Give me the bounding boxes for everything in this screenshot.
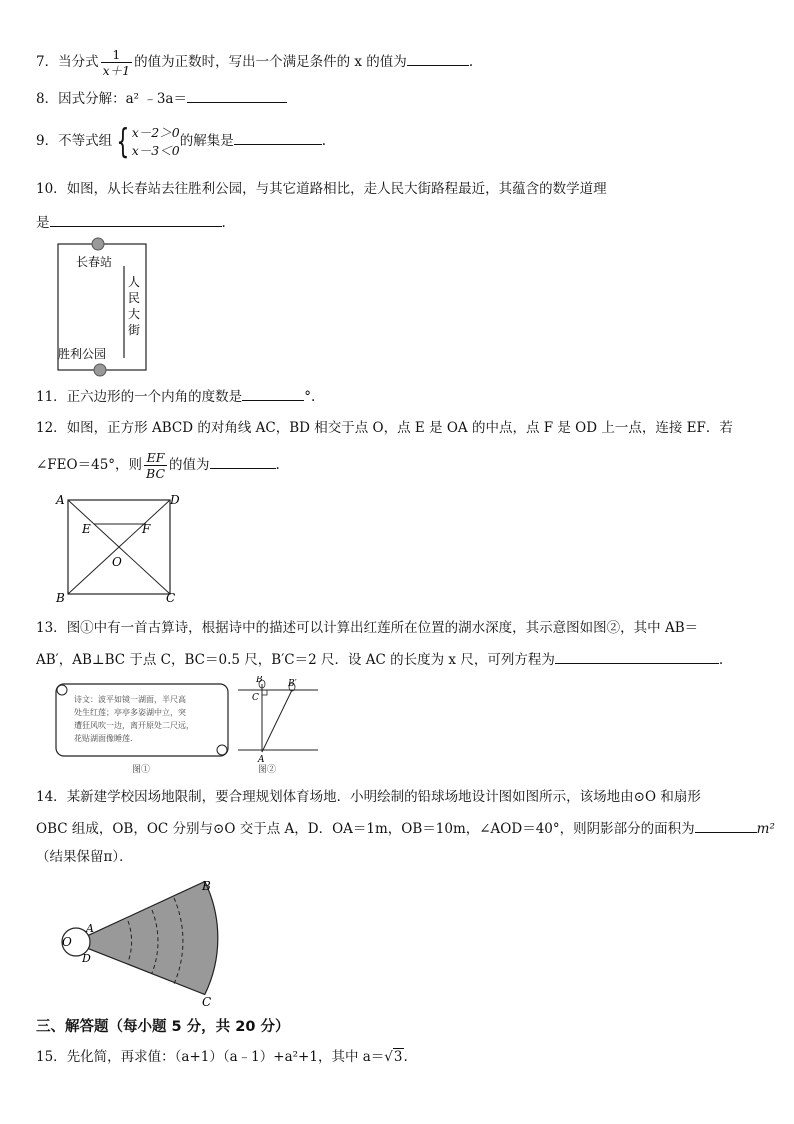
station-marker [92,238,104,250]
svg-text:O: O [112,555,122,569]
svg-text:遭狂风吹一边，离开原处二尺远，: 遭狂风吹一边，离开原处二尺远， [74,721,194,730]
station-label: 长春站 [76,255,113,269]
question-9: 9．不等式组 { x－2＞0 x－3＜0 的解集是 . [36,121,326,162]
park-marker [94,364,106,376]
question-10-line2: 是 . [36,212,226,232]
q14-sector-figure [48,876,228,1010]
section-3-heading: 三、解答题（每小题 5 分，共 20 分） [36,1019,290,1035]
street-label-4: 街 [128,323,141,337]
q8-answer-blank[interactable] [187,88,287,103]
svg-text:C: C [202,995,212,1009]
question-12-line1: 12．如图，正方形 ABCD 的对角线 AC，BD 相交于点 O，点 E 是 OA 的中点，点 F 是 OD 上一点，连接 EF．若 [36,420,733,436]
q13-diagram-figure [236,676,320,776]
street-label-2: 民 [128,291,141,305]
q12-answer-blank[interactable] [210,454,276,469]
q7-prefix: 当分式 [58,54,99,70]
svg-text:B: B [56,591,65,605]
svg-text:花贴湖面像睡莲.: 花贴湖面像睡莲. [74,734,133,743]
q7-answer-blank[interactable] [407,51,469,66]
q13-poem-figure [52,676,232,776]
question-15: 15．先化简，再求值：（a+1）（a﹣1）+a²+1，其中 a＝√3. [36,1049,408,1065]
svg-text:E: E [82,522,91,536]
q7-text: 的值为正数时，写出一个满足条件的 x 的值为 [134,54,407,70]
q11-answer-blank[interactable] [242,386,304,401]
question-13-line1: 13．图①中有一首古算诗，根据诗中的描述可以计算出红莲所在位置的湖水深度，其示意图如图②，其中 AB＝ [36,620,699,636]
question-10-line1: 10．如图，从长春站去往胜利公园，与其它道路相比，走人民大街路程最近，其蕴含的数学道理 [36,181,607,197]
svg-text:A: A [258,755,265,765]
question-8: 8．因式分解：a² ﹣3a＝ [36,88,287,108]
svg-text:图①: 图① [132,765,151,775]
q9-prefix: 不等式组 [58,133,113,149]
svg-text:F: F [142,522,151,536]
svg-text:B: B [202,879,211,893]
q15-sqrt: √3 [384,1049,403,1065]
question-11: 11．正六边形的一个内角的度数是 °. [36,386,315,406]
svg-text:C: C [252,693,259,703]
question-7: 7．当分式 $\frac{1}{x+1}$ 的值为正数时，写出一个满足条件的 x 的值为 . [36,47,474,78]
q12-fraction: $\frac{EF}{BC}$ [146,450,166,481]
svg-text:B: B [256,676,263,685]
q9-answer-blank[interactable] [234,130,322,145]
question-13-line2: AB′，AB⊥BC 于点 C，BC＝0.5 尺，B′C＝2 尺．设 AC 的长度为 x 尺，可列方程为 . [36,649,723,669]
q10-map-figure [52,236,152,378]
svg-text:C: C [166,591,176,605]
svg-text:B′: B′ [288,679,297,689]
svg-text:D: D [170,493,180,507]
street-label-3: 大 [128,307,141,321]
q13-answer-blank[interactable] [555,649,719,664]
question-14-line3: （结果保留π）． [36,849,133,865]
question-12-line2: ∠FEO＝45°，则 $\frac{EF}{BC}$ 的值为 . [36,450,280,481]
q9-text: 的解集是 [179,133,234,149]
svg-text:A: A [56,493,65,507]
question-14-line1: 14．某新建学校因场地限制，要合理规划体育场地．小明绘制的铅球场地设计图如图所示，该场地由⊙O 和扇形 [36,789,701,805]
svg-text:处生红莲；亭亭多姿湖中立，突: 处生红莲；亭亭多姿湖中立，突 [74,708,186,717]
svg-text:图②: 图② [258,765,277,775]
q7-fraction: $\frac{1}{x+1}$ [102,47,131,78]
q14-answer-blank[interactable] [695,818,757,833]
q10-answer-blank[interactable] [50,212,222,227]
svg-text:A: A [86,922,94,935]
q7-number: 7． [36,54,59,70]
q12-square-figure [52,490,182,606]
street-label-1: 人 [128,275,141,289]
q8-text: 因式分解：a² ﹣3a＝ [58,91,187,107]
svg-text:O: O [62,935,72,949]
svg-text:D: D [82,952,91,965]
park-label: 胜利公园 [58,347,107,361]
question-14-line2: OBC 组成，OB，OC 分别与⊙O 交于点 A，D．OA＝1m，OB＝10m，∠AOD＝40°，则阴影部分的面积为 m² [36,818,775,838]
svg-text:诗文：波平如镜一湖面，半尺高: 诗文：波平如镜一湖面，半尺高 [74,695,186,704]
q9-inequality-system: x－2＞0 x－3＜0 [131,124,180,158]
